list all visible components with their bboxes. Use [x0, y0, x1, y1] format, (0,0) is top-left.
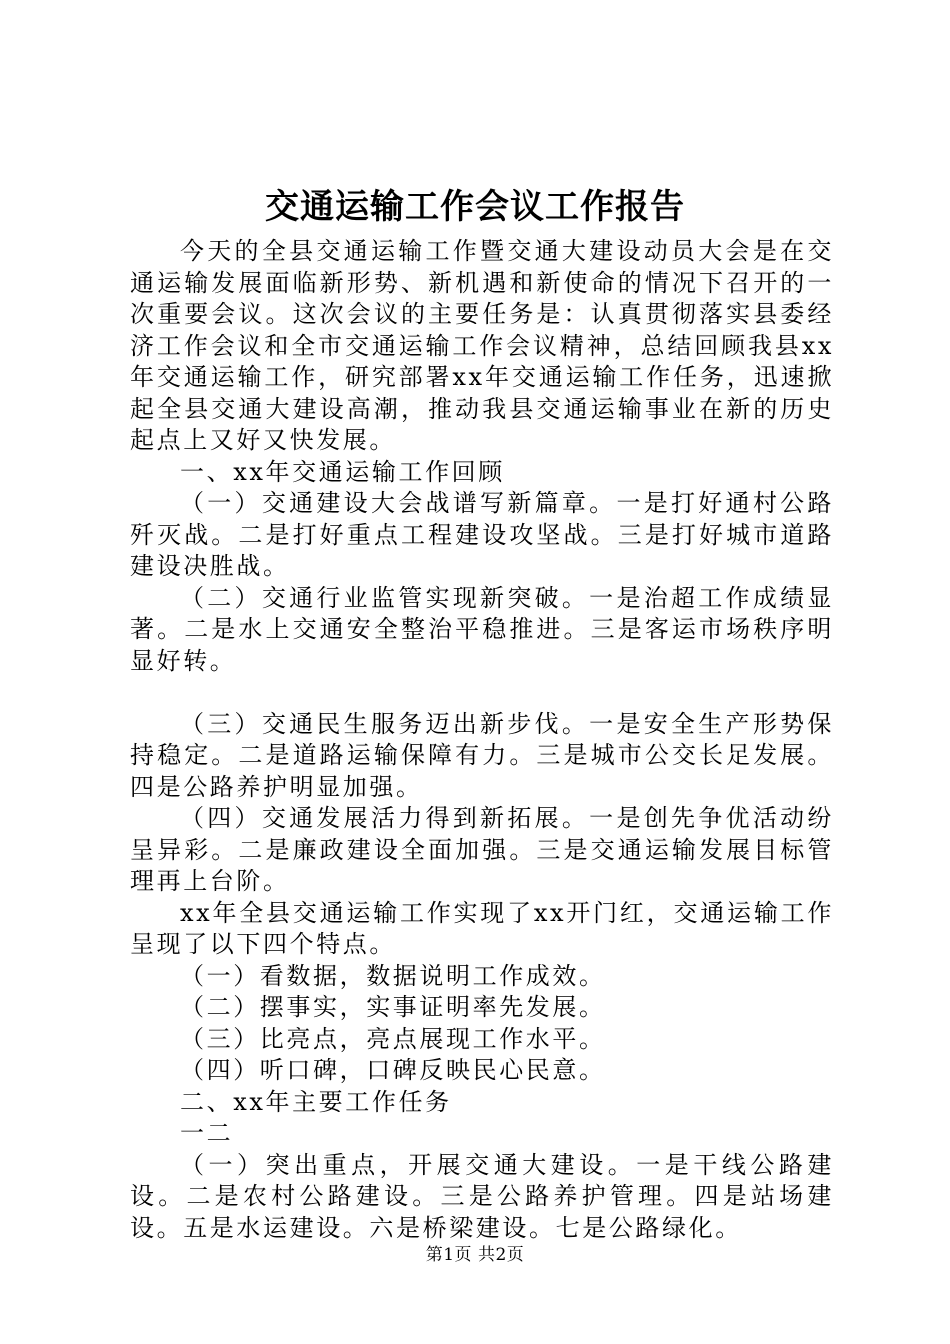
paragraph-review-3: （三）交通民生服务迈出新步伐。一是安全生产形势保持稳定。二是道路运输保障有力。三是城市公交长足发展。四是公路养护明显加强。: [130, 709, 834, 801]
section-heading-tasks: 二、xx年主要工作任务: [180, 1087, 452, 1116]
feature-item-3: （三）比亮点，亮点展现工作水平。: [180, 1024, 606, 1053]
paragraph-intro: 今天的全县交通运输工作暨交通大建设动员大会是在交通运输发展面临新形势、新机遇和新使命的情况下召开的一次重要会议。这次会议的主要任务是：认真贯彻落实县委经济工作会议和全市交通运输工作会议精神，总结回顾我县xx年交通运输工作，研究部署xx年交通运输工作任务，迅速掀起全县交通大建设高潮，推动我县交通运输事业在新的历史起点上又好又快发展。: [130, 237, 834, 454]
paragraph-task-1: （一）突出重点，开展交通大建设。一是干线公路建设。二是农村公路建设。三是公路养护管理。四是站场建设。五是水运建设。六是桥梁建设。七是公路绿化。: [130, 1150, 834, 1242]
feature-item-1: （一）看数据，数据说明工作成效。: [180, 961, 606, 990]
paragraph-review-2: （二）交通行业监管实现新突破。一是治超工作成绩显著。二是水上交通安全整治平稳推进。三是客运市场秩序明显好转。: [130, 583, 834, 675]
feature-item-2: （二）摆事实，实事证明率先发展。: [180, 993, 606, 1021]
paragraph-fragment: 一二: [180, 1119, 234, 1147]
blank-line: [130, 677, 834, 709]
document-title: 交通运输工作会议工作报告: [265, 187, 685, 227]
page-number-footer: 第1页 共2页: [425, 1245, 525, 1265]
document-body: [130, 236, 834, 1244]
paragraph-features-intro: xx年全县交通运输工作实现了xx开门红，交通运输工作呈现了以下四个特点。: [130, 898, 834, 958]
paragraph-review-1: （一）交通建设大会战谱写新篇章。一是打好通村公路歼灭战。二是打好重点工程建设攻坚战。三是打好城市道路建设决胜战。: [130, 489, 834, 580]
paragraph-review-4: （四）交通发展活力得到新拓展。一是创先争优活动纷呈异彩。二是廉政建设全面加强。三是交通运输发展目标管理再上台阶。: [130, 804, 834, 895]
section-heading-review: 一、xx年交通运输工作回顾: [180, 457, 505, 486]
feature-item-4: （四）听口碑，口碑反映民心民意。: [180, 1056, 606, 1084]
